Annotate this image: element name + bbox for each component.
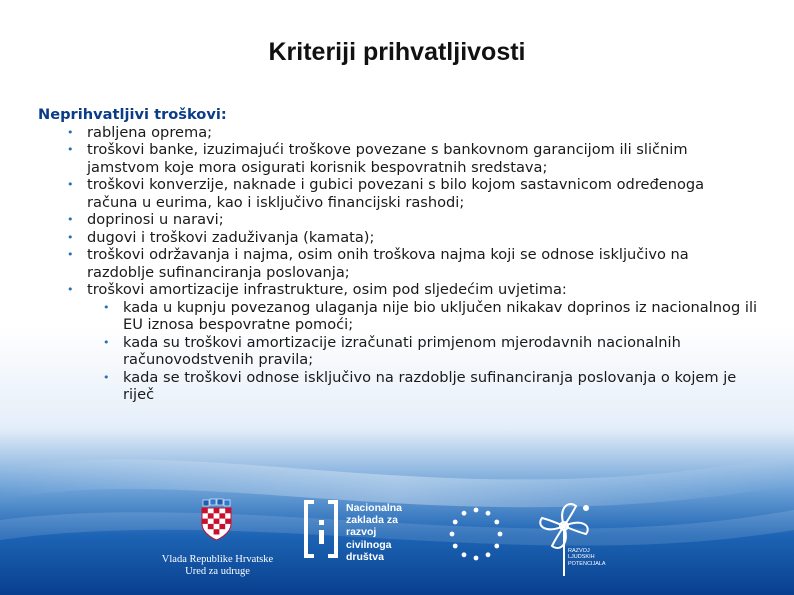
nzc-line: Nacionalna bbox=[346, 502, 403, 514]
list-item-with-sublist bbox=[38, 281, 758, 404]
section-heading: Neprihvatljivi troškovi: bbox=[38, 106, 227, 123]
sub-list bbox=[87, 299, 758, 404]
list-item: • troškovi održavanja i najma, osim onih troškova najma koji se odnose isključivo na razdoblje sufinanciranja poslovanja; bbox=[38, 246, 758, 281]
rlp-line: POTENCIJALA bbox=[568, 560, 606, 567]
croatian-coat-of-arms-icon bbox=[150, 498, 285, 554]
list-item: • doprinosi u naravi; bbox=[38, 211, 758, 229]
human-resources-logo bbox=[538, 496, 618, 578]
slide-content bbox=[38, 106, 758, 404]
footer-logos bbox=[0, 490, 794, 595]
bracket-mark-icon bbox=[302, 494, 342, 564]
nzc-line: razvoj bbox=[346, 526, 377, 539]
nzc-line: zaklada za bbox=[346, 514, 398, 527]
cost-list bbox=[38, 124, 758, 404]
nzc-name bbox=[346, 502, 416, 563]
human-resources-name bbox=[568, 548, 618, 567]
rlp-line: RAZVOJ bbox=[568, 548, 590, 554]
sub-list-item: • kada u kupnju povezanog ulaganja nije bio uključen nikakav doprinos iz nacionalnog ili EU iznosa bespovratne pomoći; bbox=[87, 299, 758, 334]
government-name: Vlada Republike Hrvatske bbox=[161, 554, 274, 565]
list-item: • troškovi banke, izuzimajući troškove povezane s bankovnom garancijom ili sličnim jamstvom koje mora osigurati korisnik bespovratnih sredstava; bbox=[38, 141, 758, 176]
nzc-logo bbox=[302, 494, 417, 584]
nzc-line: civilnoga bbox=[346, 538, 392, 551]
list-item: • dugovi i troškovi zaduživanja (kamata); bbox=[38, 229, 758, 247]
eu-stars-icon bbox=[446, 504, 506, 564]
slide-title: Kriteriji prihvatljivosti bbox=[268, 38, 526, 66]
list-item: • troškovi konverzije, naknade i gubici povezani s bilo kojom sastavnicom određenoga računa u eurima, kao i isključivo financijski rashodi; bbox=[38, 176, 758, 211]
list-item-text: troškovi amortizacije infrastrukture, osim pod sljedećim uvjetima: bbox=[87, 281, 567, 298]
government-office-name bbox=[150, 554, 285, 578]
list-item: • rabljena oprema; bbox=[38, 124, 758, 142]
nzc-line: društva bbox=[346, 550, 384, 563]
sub-list-item: • kada se troškovi odnose isključivo na razdoblje sufinanciranja poslovanja o kojem je riječ bbox=[87, 369, 758, 404]
government-office-logo bbox=[150, 498, 285, 578]
rlp-line: LJUDSKIH bbox=[568, 554, 595, 561]
sub-list-item: • kada su troškovi amortizacije izračunati primjenom mjerodavnih nacionalnih računovodstvenih pravila; bbox=[87, 334, 758, 369]
office-name: Ured za udruge bbox=[185, 566, 250, 577]
